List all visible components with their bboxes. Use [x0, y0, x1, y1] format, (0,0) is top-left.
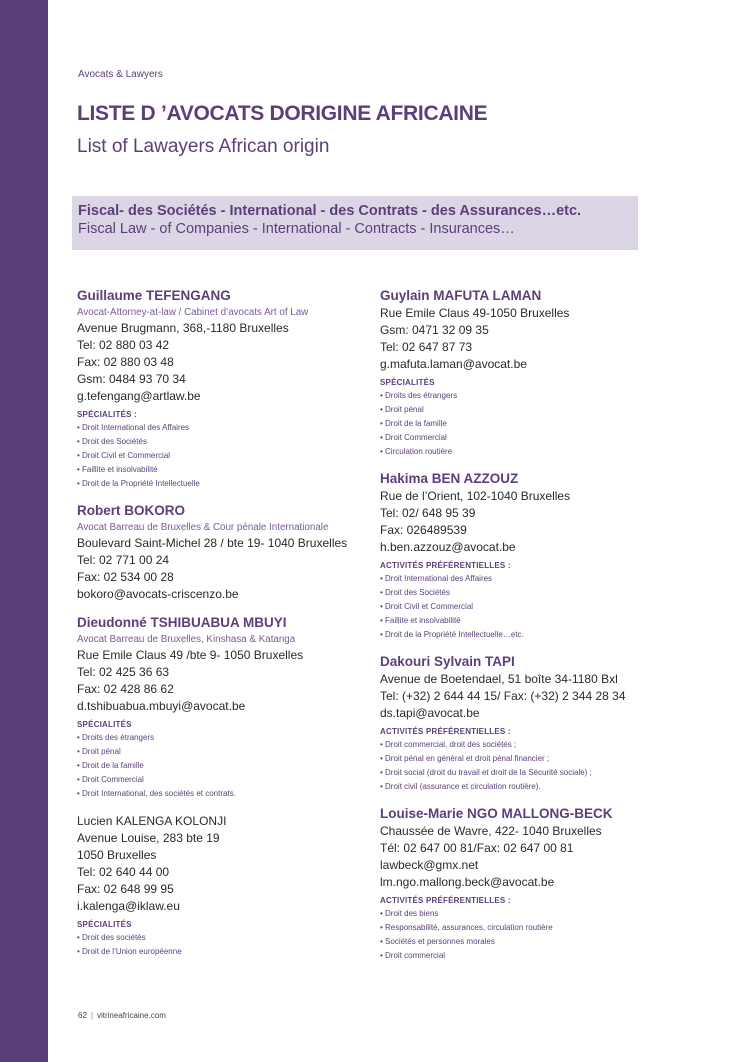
practice-areas-en: Fiscal Law - of Companies - International - Contracts - Insurances…: [78, 221, 515, 237]
contact-line: g.tefengang@artlaw.be: [77, 389, 201, 403]
lawyer-entry: [77, 503, 367, 603]
specialty-item: • Droit des sociétés: [77, 931, 367, 945]
specialty-item: • Droit de la famille: [77, 759, 367, 773]
contact-line: Rue Emile Claus 49 /bte 9- 1050 Bruxelles: [77, 648, 304, 662]
specialties-heading: ACTIVITÉS PRÉFÉRENTIELLES :: [380, 896, 511, 905]
specialty-item: • Droit Civil et Commercial: [380, 600, 680, 614]
contact-line: ds.tapi@avocat.be: [380, 706, 480, 720]
specialty-item: • Droit commercial, droit des sociétés ;: [380, 738, 680, 752]
contact-line: Avenue Louise, 283 bte 19: [77, 831, 220, 845]
specialty-item: • Responsabilité, assurances, circulation routière: [380, 921, 680, 935]
contact-line: Fax: 02 648 99 95: [77, 882, 174, 896]
contact-line: Tel: 02 647 87 73: [380, 340, 473, 354]
lawyer-name: Dieudonné TSHIBUABUA MBUYI: [77, 615, 287, 630]
specialty-item: • Droit Civil et Commercial: [77, 449, 367, 463]
specialties-heading: SPÉCIALITÉS: [77, 920, 132, 929]
contact-line: 1050 Bruxelles: [77, 848, 157, 862]
contact-line: Tel: (+32) 2 644 44 15/ Fax: (+32) 2 344 28 34: [380, 689, 626, 703]
contact-line: Tel: 02 880 03 42: [77, 338, 170, 352]
lawyer-entry: [380, 806, 680, 963]
lawyer-title: Avocat Barreau de Bruxelles & Cour pénale Internationale: [77, 522, 329, 533]
specialty-item: • Droit des Sociétés: [77, 435, 367, 449]
lawyer-entry: [380, 471, 680, 642]
contact-line: Rue Emile Claus 49-1050 Bruxelles: [380, 306, 570, 320]
contact-line: Tel: 02 771 00 24: [77, 553, 170, 567]
specialty-item: • Droit pénal en général et droit pénal financier ;: [380, 752, 680, 766]
specialty-item: • Circulation routière: [380, 445, 680, 459]
specialty-item: • Faillite et insolvabilité: [380, 614, 680, 628]
specialty-item: • Droit Commercial: [380, 431, 680, 445]
side-color-band: [0, 0, 48, 1062]
contact-line: Chaussée de Wavre, 422- 1040 Bruxelles: [380, 824, 602, 838]
contact-line: Boulevard Saint-Michel 28 / bte 19- 1040 Bruxelles: [77, 536, 348, 550]
specialty-item: • Droit des Sociétés: [380, 586, 680, 600]
specialty-item: • Droits des étrangers: [380, 389, 680, 403]
specialty-item: • Droit de la Propriété Intellectuelle: [77, 477, 367, 491]
practice-areas-banner: [72, 196, 638, 250]
section-label: Avocats & Lawyers: [78, 69, 163, 80]
practice-areas-fr: Fiscal- des Sociétés - International - des Contrats - des Assurances…etc.: [78, 203, 582, 219]
lawyer-name: Guylain MAFUTA LAMAN: [380, 288, 542, 303]
contact-line: Avenue Brugmann, 368,-1180 Bruxelles: [77, 321, 289, 335]
page-subtitle: List of Lawayers African origin: [77, 136, 330, 157]
lawyer-name: Louise-Marie NGO MALLONG-BECK: [380, 806, 613, 821]
specialty-item: • Droit de la famille: [380, 417, 680, 431]
specialties-heading: ACTIVITÉS PRÉFÉRENTIELLES :: [380, 727, 511, 736]
contact-line: h.ben.azzouz@avocat.be: [380, 540, 516, 554]
specialty-item: • Droit commercial: [380, 949, 680, 963]
contact-line: lawbeck@gmx.net: [380, 858, 479, 872]
footer-website: vitrineafricaine.com: [96, 1011, 166, 1020]
contact-line: Fax: 026489539: [380, 523, 467, 537]
contact-line: lm.ngo.mallong.beck@avocat.be: [380, 875, 555, 889]
contact-line: Fax: 02 880 03 48: [77, 355, 174, 369]
specialty-item: • Droit de la Propriété Intellectuelle…etc.: [380, 628, 680, 642]
contact-line: Tel: 02/ 648 95 39: [380, 506, 476, 520]
lawyer-name: Guillaume TEFENGANG: [77, 288, 231, 303]
right-column: [380, 288, 680, 975]
contact-line: Gsm: 0471 32 09 35: [380, 323, 489, 337]
specialties-heading: SPÉCIALITÉS: [77, 720, 132, 729]
lawyer-name: Hakima BEN AZZOUZ: [380, 471, 519, 486]
contact-line: Rue de l’Orient, 102-1040 Bruxelles: [380, 489, 571, 503]
lawyer-entry: [380, 288, 680, 459]
specialty-item: • Droit International des Affaires: [77, 421, 367, 435]
contact-line: Tél: 02 647 00 81/Fax: 02 647 00 81: [380, 841, 574, 855]
specialties-heading: SPÉCIALITÉS: [380, 378, 435, 387]
lawyer-title: Avocat-Attorney-at-law / Cabinet d’avocats Art of Law: [77, 307, 309, 318]
page-title: LISTE D ’AVOCATS DORIGINE AFRICAINE: [77, 102, 488, 125]
specialty-item: • Droit pénal: [77, 745, 367, 759]
contact-line: bokoro@avocats-criscenzo.be: [77, 587, 239, 601]
lawyer-entry: [77, 615, 367, 801]
contact-line: Gsm: 0484 93 70 34: [77, 372, 186, 386]
contact-line: Tel: 02 425 36 63: [77, 665, 170, 679]
specialty-item: • Droit International des Affaires: [380, 572, 680, 586]
specialty-item: • Droit de l’Union européenne: [77, 945, 367, 959]
contact-line: d.tshibuabua.mbuyi@avocat.be: [77, 699, 246, 713]
specialty-item: • Faillite et insolvabilité: [77, 463, 367, 477]
specialties-heading: SPÉCIALITÉS :: [77, 410, 137, 419]
contact-line: i.kalenga@iklaw.eu: [77, 899, 180, 913]
page-number: 62: [78, 1011, 87, 1020]
specialty-item: • Droit International, des sociétés et contrats.: [77, 787, 367, 801]
lawyer-name: Dakouri Sylvain TAPI: [380, 654, 515, 669]
specialty-item: • Sociétés et personnes morales: [380, 935, 680, 949]
lawyer-entry: [380, 654, 680, 794]
lawyer-name: Lucien KALENGA KOLONJI: [77, 814, 227, 828]
contact-line: Avenue de Boetendael, 51 boîte 34-1180 Bxl: [380, 672, 618, 686]
lawyer-name: Robert BOKORO: [77, 503, 185, 518]
contact-line: Fax: 02 428 86 62: [77, 682, 174, 696]
specialty-item: • Droit des biens: [380, 907, 680, 921]
page-footer: [78, 1011, 166, 1020]
lawyer-entry: [77, 288, 367, 491]
lawyer-entry: [77, 813, 367, 959]
specialty-item: • Droit Commercial: [77, 773, 367, 787]
contact-line: Fax: 02 534 00 28: [77, 570, 174, 584]
footer-separator: |: [90, 1011, 93, 1020]
left-column: [77, 288, 367, 971]
contact-line: Tel: 02 640 44 00: [77, 865, 170, 879]
specialty-item: • Droit social (droit du travail et droit de la Sécurité sociale) ;: [380, 766, 680, 780]
specialty-item: • Droits des étrangers: [77, 731, 367, 745]
specialties-heading: ACTIVITÉS PRÉFÉRENTIELLES :: [380, 561, 511, 570]
contact-line: g.mafuta.laman@avocat.be: [380, 357, 527, 371]
specialty-item: • Droit pénal: [380, 403, 680, 417]
specialty-item: • Droit civil (assurance et circulation routière).: [380, 780, 680, 794]
lawyer-title: Avocat Barreau de Bruxelles, Kinshasa & Katanga: [77, 634, 296, 645]
